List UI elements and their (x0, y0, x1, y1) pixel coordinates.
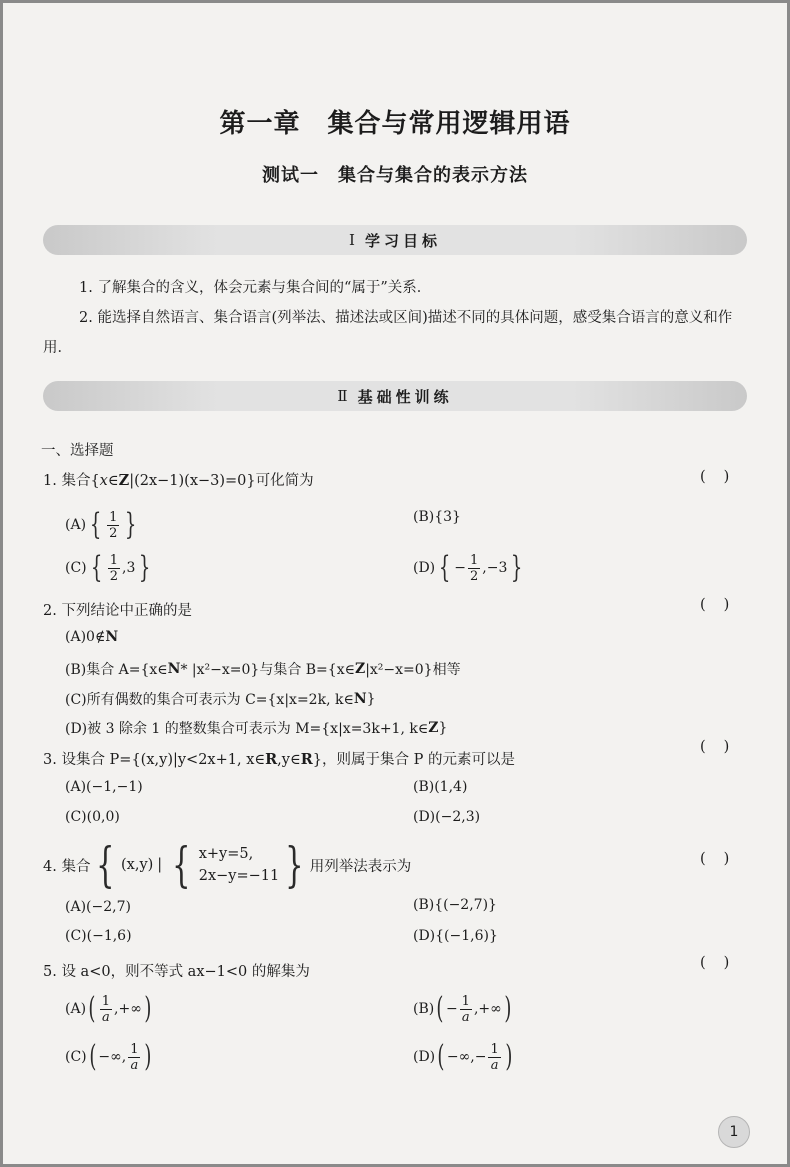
answer-blank-2[interactable]: () (700, 597, 748, 613)
q3-option-d[interactable]: (D)(−2,3) (413, 809, 481, 825)
q5-option-d[interactable]: (D) ( −∞,− $\frac{1}{a}$ ) (413, 1039, 513, 1074)
q1-option-c[interactable]: (C) { $\frac{1}{2}$ ,3 } (65, 550, 151, 585)
q1-option-d[interactable]: (D) { − $\frac{1}{2}$ ,−3 } (413, 550, 523, 585)
q5-option-a[interactable]: (A) ( $\frac{1}{a}$ ,+∞ ) (65, 991, 152, 1026)
test-title: 测试一 集合与集合的表示方法 (262, 165, 528, 186)
page (3, 3, 787, 1164)
section-title: 基础性训练 (357, 387, 453, 406)
q2-option-c[interactable]: (C)所有偶数的集合可表示为 C={x|x=2k, k∈ N } (65, 691, 376, 708)
question-1-stem: 1. 集合{x∈Z|(2x−1)(x−3)=0}可化简为 (43, 472, 314, 489)
question-4-stem: 4. 集合 { (x,y) | { x+y=5, 2x−y=−11 } 用列举法表示为 (43, 837, 412, 893)
q3-option-b[interactable]: (B)(1,4) (413, 779, 468, 795)
section-header-goals (43, 225, 747, 255)
q5-option-b[interactable]: (B) ( − $\frac{1}{a}$ ,+∞ ) (413, 991, 512, 1026)
q3-option-a[interactable]: (A)(−1,−1) (65, 779, 143, 795)
answer-blank-4[interactable]: () (700, 851, 748, 867)
goal-item-1: 1. 了解集合的含义，体会元素与集合间的“属于”关系． (79, 280, 432, 296)
question-5-stem: 5. 设 a<0，则不等式 ax−1<0 的解集为 (43, 964, 310, 980)
q4-option-c[interactable]: (C)(−1,6) (65, 928, 132, 944)
section-number: Ⅰ (349, 231, 355, 249)
section-number: Ⅱ (337, 387, 348, 405)
answer-blank-5[interactable]: () (700, 955, 748, 971)
q5-option-c[interactable]: (C) ( −∞, $\frac{1}{a}$ ) (65, 1039, 152, 1074)
answer-blank-3[interactable]: () (700, 739, 748, 755)
answer-blank-1[interactable]: () (700, 469, 748, 485)
q2-option-d[interactable]: (D)被 3 除余 1 的整数集合可表示为 M={x|x=3k+1, k∈ Z } (65, 720, 448, 737)
goal-item-2: 2. 能选择自然语言、集合语言(列举法、描述法或区间)描述不同的具体问题，感受集合语言的意义和作用． (43, 310, 733, 356)
choice-section-heading: 一、选择题 (41, 443, 114, 459)
question-3-stem: 3. 设集合 P={(x,y)|y<2x+1, x∈R,y∈R}，则属于集合 P 的元素可以是 (43, 751, 515, 768)
q2-option-b[interactable]: (B)集合 A={x∈ N * |x²−x=0}与集合 B={x∈ Z |x²−x=0}相等 (65, 661, 461, 678)
q1-option-b[interactable]: (B){3} (413, 509, 461, 525)
q2-option-a[interactable]: (A)0∉ N (65, 629, 119, 645)
q4-option-d[interactable]: (D){(−1,6)} (413, 928, 498, 944)
section-title: 学习目标 (364, 231, 441, 250)
page-number: 1 (718, 1116, 750, 1148)
chapter-title: 第一章 集合与常用逻辑用语 (219, 109, 571, 139)
section-header-training (43, 381, 747, 411)
q3-option-c[interactable]: (C)(0,0) (65, 809, 120, 825)
question-2-stem: 2. 下列结论中正确的是 (43, 603, 192, 619)
q1-option-a[interactable]: (A) { $\frac{1}{2}$ } (65, 507, 137, 542)
q4-option-a[interactable]: (A)(−2,7) (65, 899, 131, 915)
q4-option-b[interactable]: (B){(−2,7)} (413, 897, 497, 913)
